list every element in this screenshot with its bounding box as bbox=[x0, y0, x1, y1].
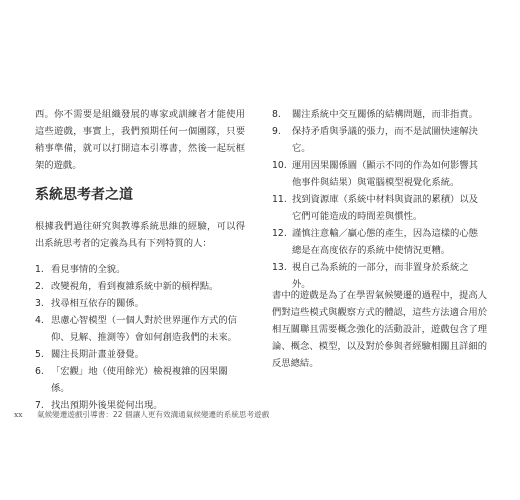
list-item bbox=[272, 106, 487, 123]
item-number: 3. bbox=[35, 298, 44, 309]
item-text: 保持矛盾與爭議的張力，而不是試圖快速解決它。 bbox=[292, 126, 478, 154]
item-text: 看見事情的全貌。 bbox=[51, 264, 126, 275]
item-number: 1. bbox=[35, 264, 44, 275]
list-item bbox=[35, 363, 245, 397]
list-item bbox=[35, 295, 245, 312]
closing-paragraph: 書中的遊戲是為了在學習氣候變遷的過程中，提高人們對這些模式與觀察方式的體認，這些方法適合用於相互關聯且需要概念強化的活動設計，遊戲包含了理論、概念、模型，以及對於參與者經驗相關且詳細的反思總結。 bbox=[272, 290, 487, 369]
item-number: 2. bbox=[35, 281, 44, 292]
item-text: 關注系統中交互關係的結構問題，而非指責。 bbox=[292, 109, 478, 120]
item-text: 「宏觀」地（使用餘光）檢視複雜的因果關係。 bbox=[51, 366, 228, 394]
section-heading: 系統思考者之道 bbox=[35, 187, 133, 203]
list-item bbox=[272, 191, 487, 225]
item-number: 6. bbox=[35, 366, 44, 377]
list-item bbox=[272, 225, 487, 259]
item-text: 思慮心智模型（一個人對於世界運作方式的信仰、見解、推測等）會如何創造我們的未來。 bbox=[51, 315, 237, 343]
lead-paragraph: 根據我們過往研究與教導系統思維的經驗，可以得出系統思考者的定義為具有下列特質的人： bbox=[35, 221, 245, 249]
item-number: 8. bbox=[272, 109, 281, 120]
list-item bbox=[35, 278, 245, 295]
running-title: 氣候變遷遊戲引導書：22 個讓人更有效溝通氣候變遷的系統思考遊戲 bbox=[37, 410, 270, 419]
list-item bbox=[272, 123, 487, 157]
item-number: 4. bbox=[35, 315, 44, 326]
item-number: 11. bbox=[272, 194, 287, 205]
item-text: 改變視角，看到複雜系統中新的槓桿點。 bbox=[51, 281, 219, 292]
list-item bbox=[35, 261, 245, 278]
item-number: 10. bbox=[272, 160, 287, 171]
traits-list-right bbox=[272, 106, 487, 293]
item-number: 5. bbox=[35, 349, 44, 360]
item-text: 視自己為系統的一部分，而非置身於系統之外。 bbox=[292, 262, 469, 290]
item-text: 謹慎注意輸／贏心態的產生，因為這樣的心態總是在高度依存的系統中使情況更糟。 bbox=[292, 228, 478, 256]
item-number: 7. bbox=[35, 400, 44, 411]
traits-list-left bbox=[35, 261, 245, 414]
item-number: 13. bbox=[272, 262, 287, 273]
list-item bbox=[272, 157, 487, 191]
item-text: 找尋相互依存的關係。 bbox=[51, 298, 144, 309]
list-item bbox=[35, 312, 245, 346]
item-number: 9. bbox=[272, 126, 281, 137]
intro-paragraph: 西。你不需要是組織發展的專家或訓練者才能使用這些遊戲，事實上，我們預期任何一個團隊，只要稍事準備，就可以打開這本引導書，然後一起玩框架的遊戲。 bbox=[35, 109, 245, 171]
item-number: 12. bbox=[272, 228, 287, 239]
page-number: xx bbox=[14, 410, 23, 419]
page-footer bbox=[14, 409, 269, 420]
list-item bbox=[35, 346, 245, 363]
item-text: 找出預期外後果從何出現。 bbox=[51, 400, 163, 411]
item-text: 關注長期計畫並發覺。 bbox=[51, 349, 144, 360]
item-text: 運用因果關係圖（顯示不同的作為如何影響其他事件與結果）與電腦模型視覺化系統。 bbox=[292, 160, 478, 188]
item-text: 找到資源庫（系統中材料與資訊的累積）以及它們可能造成的時間差與慣性。 bbox=[292, 194, 478, 222]
